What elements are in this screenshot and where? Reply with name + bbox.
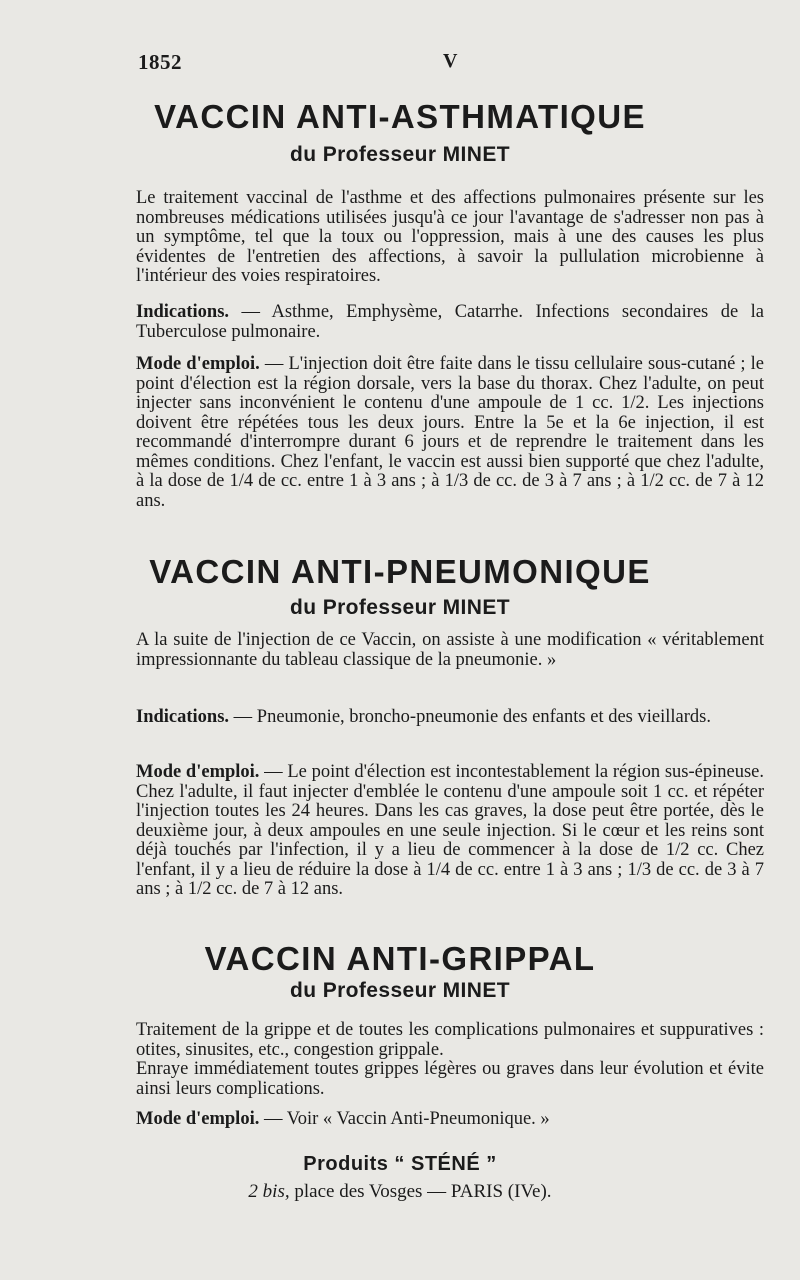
section-title-asthmatique: VACCIN ANTI-ASTHMATIQUE — [154, 98, 646, 135]
mode-emploi-paragraph-grippal — [136, 1110, 764, 1130]
address-line — [0, 1181, 800, 1203]
mode-emploi-label: Mode d'emploi. — [136, 354, 260, 374]
intro-paragraph-asthmatique: Le traitement vaccinal de l'asthme et des affections pulmonaires présente sur les nombreuses médications utilisées jusqu'à ce jour l'avantage de s'adresser non pas à un symptôme, tel que la toux ou l'oppression, mais à une des causes les plus évidentes de l'entretien des affections, à savoir la pullulation microbienne à l'intérieur des voies respiratoires. — [136, 188, 764, 286]
page-number: 1852 — [138, 50, 182, 74]
indications-text: — Asthme, Emphysème, Catarrhe. Infections secondaires de la Tuberculose pulmonaire. — [136, 302, 764, 342]
mode-emploi-paragraph-asthmatique — [136, 355, 764, 511]
second-paragraph-grippal: Enraye immédiatement toutes grippes légères ou graves dans leur évolution et évite ainsi leurs complications. — [136, 1059, 764, 1099]
intro-paragraph-grippal: Traitement de la grippe et de toutes les complications pulmonaires et suppuratives : otites, sinusites, etc., congestion grippale. — [136, 1020, 764, 1060]
brand-line: Produits “ STÉNÉ ” — [303, 1153, 497, 1175]
mode-emploi-text: — Voir « Vaccin Anti-Pneumonique. » — [259, 1109, 550, 1129]
address-text: place des Vosges — PARIS (IVe). — [289, 1181, 552, 1202]
page-header — [138, 50, 760, 80]
mode-emploi-paragraph-pneumonique — [136, 763, 764, 900]
section-subtitle-grippal: du Professeur MINET — [290, 979, 510, 1002]
indications-text: — Pneumonie, broncho-pneumonie des enfants et des vieillards. — [229, 707, 711, 727]
section-title-grippal: VACCIN ANTI-GRIPPAL — [204, 940, 596, 977]
mode-emploi-label: Mode d'emploi. — [136, 1109, 260, 1129]
indications-label: Indications. — [136, 302, 230, 322]
section-subtitle-asthmatique: du Professeur MINET — [290, 143, 510, 166]
indications-paragraph-pneumonique — [136, 708, 764, 728]
indications-paragraph-asthmatique — [136, 303, 764, 342]
signature-mark: V — [443, 50, 458, 72]
mode-emploi-text: — Le point d'élection est incontestablement la région sus-épineuse. Chez l'adulte, il faut injecter d'emblée le contenu d'une ampoule soit 1 cc. et répéter l'injection toutes les 24 heures. Dans les cas graves, la dose peut être portée, dès le deuxième jour, à deux ampoules en une seule injection. Si le cœur et les reins sont déjà touchés par l'infection, il y a lieu de commencer à la dose de 1/2 cc. Chez l'enfant, il y a lieu de réduire la dose à 1/4 de cc. entre 1 à 3 ans ; 1/3 de cc. de 3 à 7 ans ; à 1/2 cc. de 7 à 12 ans. — [136, 762, 764, 899]
mode-emploi-text: — L'injection doit être faite dans le tissu cellulaire sous-cutané ; le point d'élection est la région dorsale, vers la base du thorax. Chez l'adulte, on peut injecter sans inconvénient le contenu d'une ampoule de 1 cc. 1/2. Les injections doivent être répétées tous les deux jours. Entre la 5e et la 6e injection, il est recommandé d'interrompre durant 6 jours et de reprendre le traitement dans les mêmes conditions. Chez l'enfant, le vaccin est aussi bien supporté que chez l'adulte, à la dose de 1/4 de cc. entre 1 à 3 ans ; à 1/3 de cc. de 3 à 7 ans ; à 1/2 cc. de 7 à 12 ans. — [136, 354, 764, 511]
section-subtitle-pneumonique: du Professeur MINET — [290, 596, 510, 619]
section-title-pneumonique: VACCIN ANTI-PNEUMONIQUE — [149, 553, 651, 590]
intro-paragraph-pneumonique: A la suite de l'injection de ce Vaccin, on assiste à une modification « véritablement impressionnante du tableau classique de la pneumonie. » — [136, 630, 764, 670]
indications-label: Indications. — [136, 707, 230, 727]
mode-emploi-label: Mode d'emploi. — [136, 762, 260, 782]
address-bis: 2 bis, — [248, 1181, 290, 1202]
